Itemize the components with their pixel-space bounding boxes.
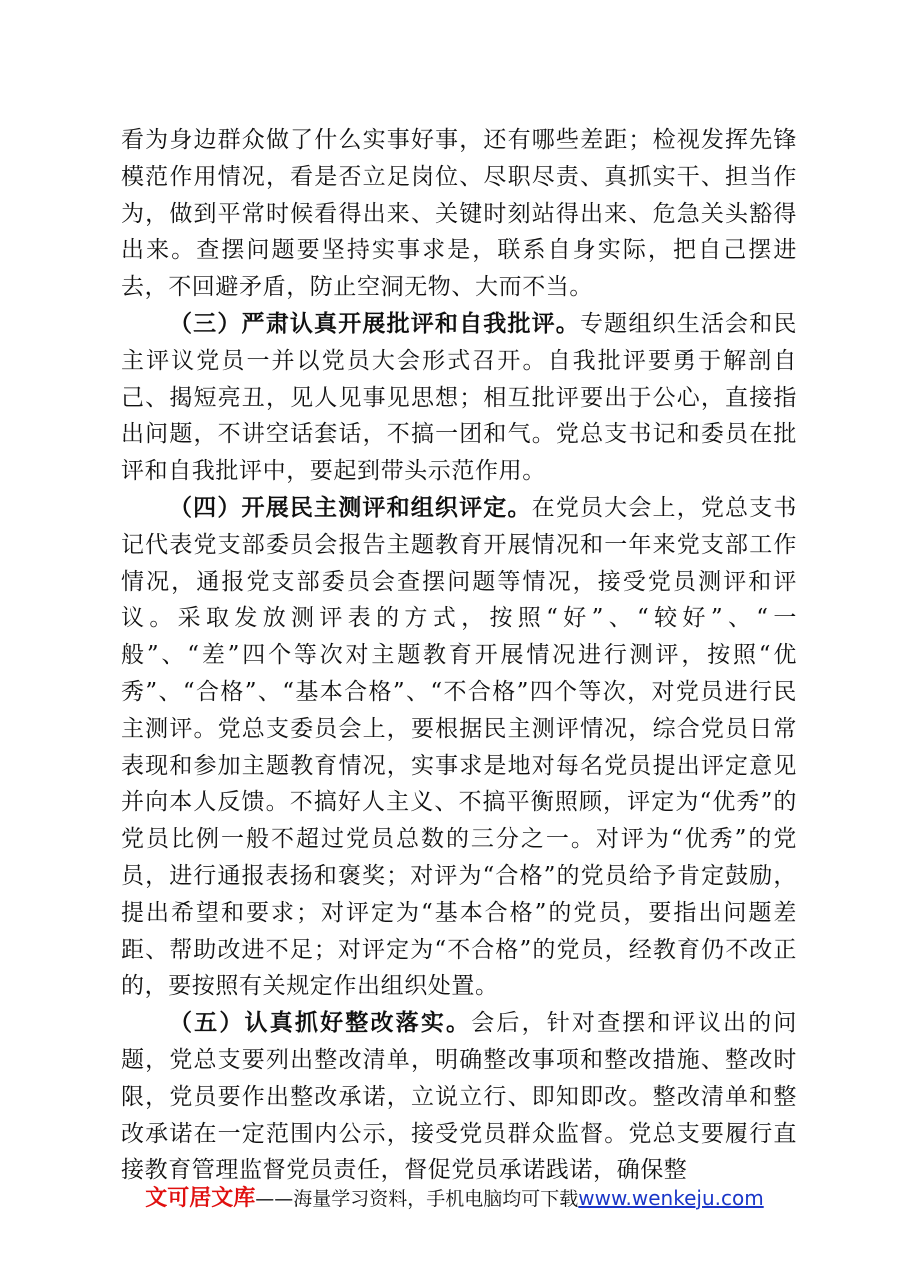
document-body	[121, 122, 797, 1189]
paragraph-2-text: 专题组织生活会和民主评议党员一并以党员大会形式召开。自我批评要勇于解剖自己、揭短亮丑，见人见事见思想；相互批评要出于公心，直接指出问题，不讲空话套话，不搞一团和气。党总支书记和委员在批评和自我批评中，要起到带头示范作用。	[121, 310, 798, 485]
section-heading-4: （四）开展民主测评和组织评定。	[169, 494, 532, 521]
paragraph-4-text: 会后，针对查摆和评议出的问题，党总支要列出整改清单，明确整改事项和整改措施、整改时限，党员要作出整改承诺，立说立行、即知即改。整改清单和整改承诺在一定范围内公示，接受党员群众监督。党总支要履行直接教育管理监督党员责任，督促党员承诺践诺，确保整	[121, 1010, 797, 1184]
footer-brand: 文可居文库	[145, 1186, 256, 1211]
paragraph-2	[121, 306, 797, 490]
section-heading-3: （三）严肃认真开展批评和自我批评。	[169, 310, 580, 337]
paragraph-1	[121, 122, 797, 306]
footer-banner	[0, 1181, 909, 1212]
paragraph-3	[121, 490, 797, 1005]
paragraph-4	[121, 1005, 797, 1189]
section-heading-5: （五）认真抓好整改落实。	[169, 1010, 472, 1037]
footer-url-link[interactable]: www.wenkeju.com	[578, 1186, 764, 1210]
footer-tagline: ——海量学习资料，手机电脑均可下载	[255, 1188, 579, 1210]
paragraph-3-text: 在党员大会上，党总支书记代表党支部委员会报告主题教育开展情况和一年来党支部工作情况，通报党支部委员会查摆问题等情况，接受党员测评和评议。采取发放测评表的方式，按照“好”、“较好”、“一般”、“差”四个等次对主题教育开展情况进行测评，按照“优秀”、“合格”、“基本合格”、“不合格”四个等次，对党员进行民主测评。党总支委员会上，要根据民主测评情况，综合党员日常表现和参加主题教育情况，实事求是地对每名党员提出评定意见并向本人反馈。不搞好人主义、不搞平衡照顾，评定为“优秀”的党员比例一般不超过党员总数的三分之一。对评为“优秀”的党员，进行通报表扬和褒奖；对评为“合格”的党员给予肯定鼓励，提出希望和要求；对评定为“基本合格”的党员，要指出问题差距、帮助改进不足；对评定为“不合格”的党员，经教育仍不改正的，要按照有关规定作出组织处置。	[121, 494, 797, 1000]
paragraph-1-text: 看为身边群众做了什么实事好事，还有哪些差距；检视发挥先锋模范作用情况，看是否立足岗位、尽职尽责、真抓实干、担当作为，做到平常时候看得出来、关键时刻站得出来、危急关头豁得出来。查摆问题要坚持实事求是，联系自身实际，把自己摆进去，不回避矛盾，防止空洞无物、大而不当。	[121, 127, 797, 301]
